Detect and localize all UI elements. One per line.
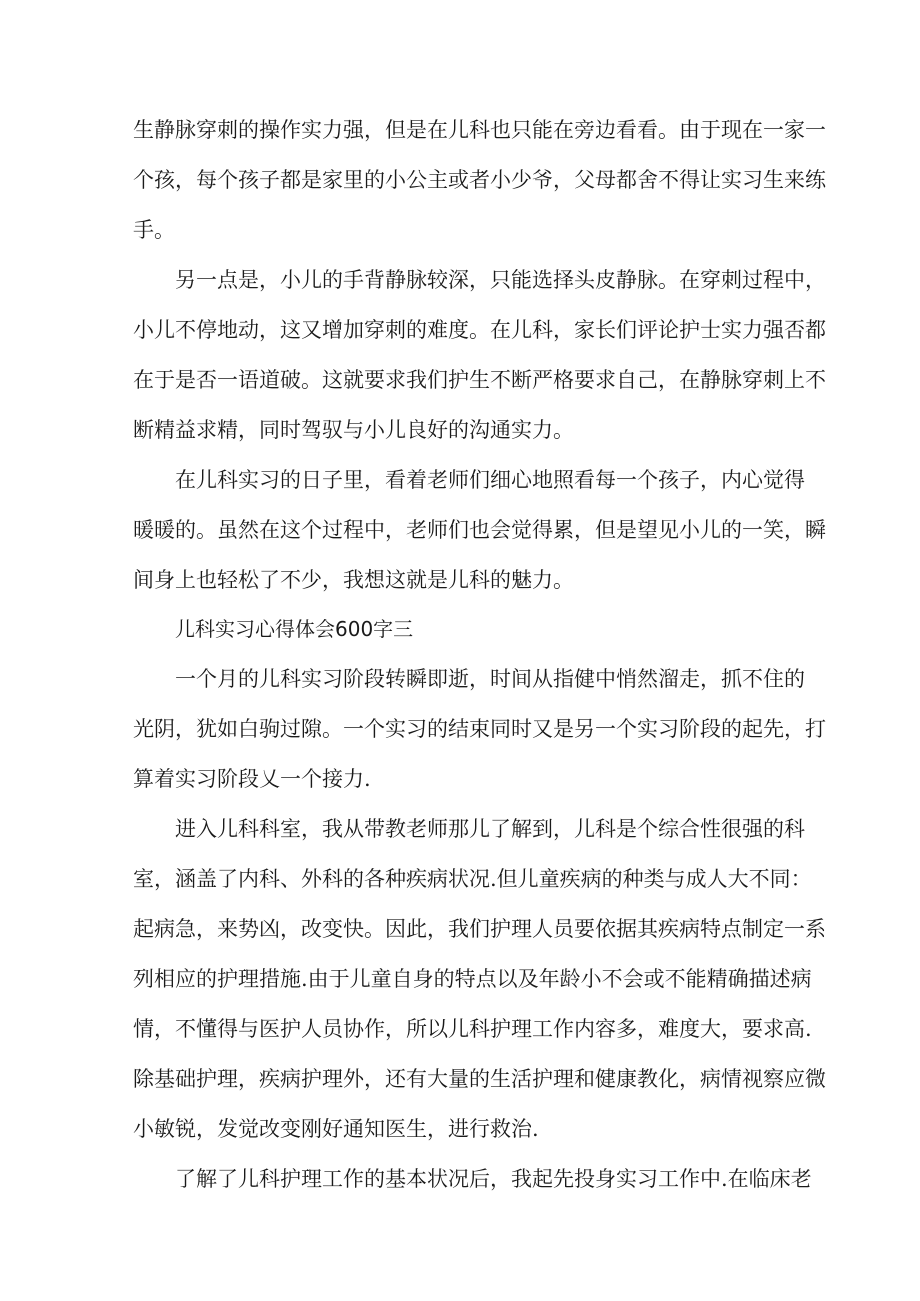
section-heading: 儿科实习心得体会600字三 — [175, 617, 414, 641]
text-line: 暖暖的。虽然在这个过程中，老师们也会觉得累，但是望见小儿的一笑，瞬 — [133, 518, 826, 542]
text-line: 算着实习阶段乂一个接力. — [133, 767, 371, 791]
text-line: 光阴，犹如白驹过隙。一个实习的结束同时又是另一个实习阶段的起先，打 — [133, 717, 826, 741]
text-line: 进入儿科科室，我从带教老师那儿了解到，儿科是个综合性很强的科 — [175, 817, 805, 841]
text-line: 另一点是，小儿的手背静脉较深，只能选择头皮静脉。在穿刺过程中， — [175, 268, 826, 292]
text-line: 除基础护理，疾病护理外，还有大量的生活护理和健康教化，病情视察应微 — [133, 1067, 826, 1091]
text-line: 列相应的护理措施.由于儿童自身的特点以及年龄小不会或不能精确描述病 — [133, 967, 812, 991]
text-line: 手。 — [133, 218, 175, 242]
text-line: 起病急，来势凶，改变快。因此，我们护理人员要依据其疾病特点制定一系 — [133, 917, 826, 941]
text-line: 在儿科实习的日子里，看着老师们细心地照看每一个孩子，内心觉得 — [175, 468, 805, 492]
text-line: 个孩，每个孩子都是家里的小公主或者小少爷，父母都舍不得让实习生来练 — [133, 168, 826, 192]
text-line: 室，涵盖了内科、外科的各种疾病状况.但儿童疾病的种类与成人大不同： — [133, 867, 812, 891]
text-line: 小儿不停地动，这又增加穿刺的难度。在儿科，家长们评论护士实力强否都 — [133, 318, 826, 342]
text-line: 在于是否一语道破。这就要求我们护生不断严格要求自己，在静脉穿刺上不 — [133, 368, 826, 392]
text-line: 一个月的儿科实习阶段转瞬即逝，时间从指健中悄然溜走，抓不住的 — [175, 667, 805, 691]
text-line: 小敏锐，发觉改变刚好通知医生，进行救治. — [133, 1117, 539, 1141]
text-line: 断精益求精，同时驾驭与小儿良好的沟通实力。 — [133, 418, 574, 442]
text-line: 生静脉穿刺的操作实力强，但是在儿科也只能在旁边看看。由于现在一家一 — [133, 118, 826, 142]
text-line: 了解了儿科护理工作的基本状况后，我起先投身实习工作中.在临床老 — [175, 1167, 812, 1191]
text-line: 间身上也轻松了不少，我想这就是儿科的魅力。 — [133, 568, 574, 592]
text-line: 情，不懂得与医护人员协作，所以儿科护理工作内容多，难度大，要求高. — [133, 1017, 812, 1041]
